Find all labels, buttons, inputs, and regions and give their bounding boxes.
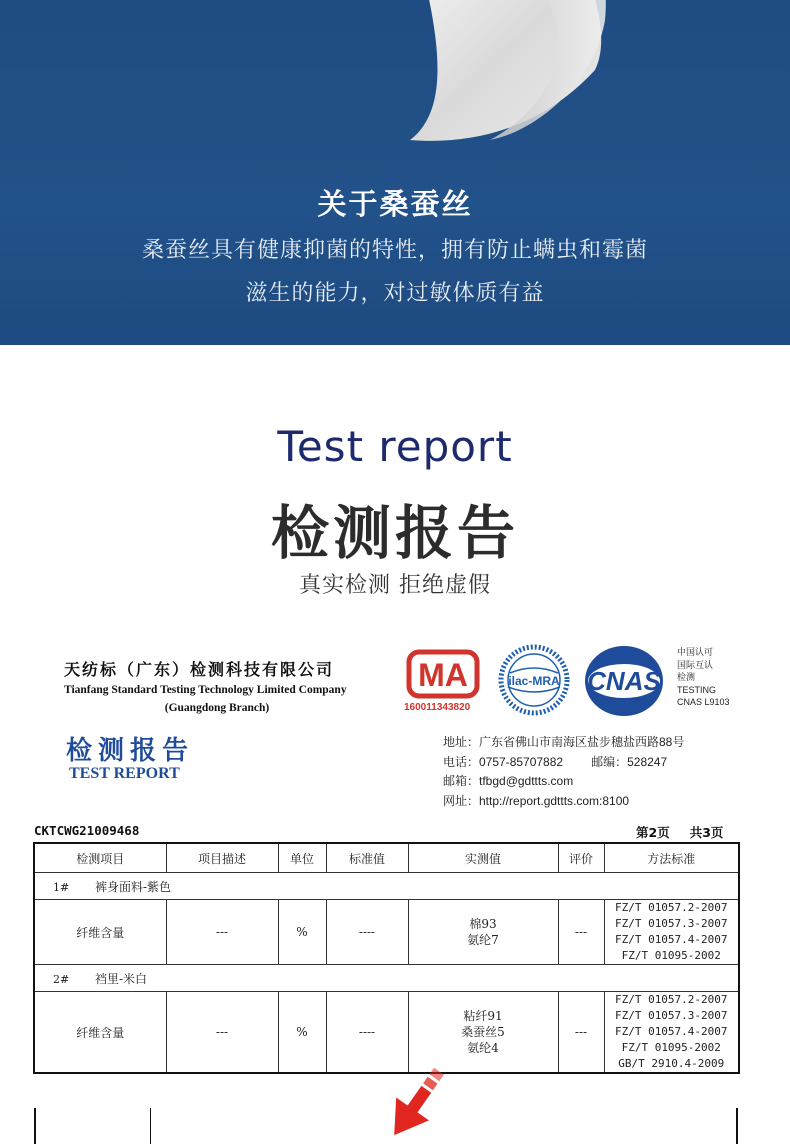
column-header: 实测值 [408, 843, 558, 873]
measured-value: 棉93 [469, 917, 497, 931]
measured-values [408, 900, 558, 965]
cnas-logo-text: CNAS [587, 666, 661, 696]
banner-description-line-2: 滋生的能力，对过敏体质有益 [245, 281, 545, 306]
table-header-row [34, 843, 739, 873]
measured-value: 桑蚕丝5 [461, 1025, 505, 1039]
unit: % [278, 900, 326, 965]
sample-number: 1# [53, 880, 70, 894]
column-header: 评价 [558, 843, 604, 873]
page-total: 共3页 [689, 825, 724, 840]
cnas-accreditation-text [677, 646, 730, 709]
table-divider [150, 1108, 151, 1144]
page-number: 第2页 [636, 825, 670, 840]
ilac-mra-logo [496, 639, 572, 721]
silk-banner [0, 0, 790, 345]
sample-group-row [34, 873, 739, 900]
measured-value: 氨纶7 [467, 933, 499, 947]
method-standard: GB/T 2910.4-2009 [618, 1057, 725, 1070]
company-name-en: Tianfang Standard Testing Technology Limited Company [64, 684, 347, 696]
lab-contact-info [443, 733, 684, 811]
address: 地址：广东省佛山市南海区盐步穗盐西路88号 [443, 735, 685, 749]
ilac-logo-text: ilac-MRA [508, 674, 560, 688]
cnas-line: 检测 [677, 672, 696, 682]
measured-value: 氨纶4 [467, 1041, 499, 1055]
company-name: 天纺标（广东）检测科技有限公司 [64, 660, 335, 679]
report-title-cn: 检测报告 [270, 499, 519, 567]
table-border-left [34, 1108, 36, 1144]
sample-name: 裤身面料-紫色 [95, 879, 172, 894]
column-header: 项目描述 [166, 843, 278, 873]
cnas-line: 中国认可 [677, 647, 714, 657]
page-indicator [636, 823, 723, 841]
measured-value: 粘纤91 [463, 1009, 503, 1023]
banner-description-line-1: 桑蚕丝具有健康抑菌的特性，拥有防止螨虫和霉菌 [141, 238, 648, 263]
column-header: 检测项目 [34, 843, 166, 873]
test-item: 纤维含量 [34, 900, 166, 965]
table-row [34, 992, 739, 1074]
evaluation: --- [558, 900, 604, 965]
method-standard: FZ/T 01057.2-2007 [614, 993, 728, 1006]
measured-values [408, 992, 558, 1074]
method-standard: FZ/T 01057.3-2007 [614, 1009, 728, 1022]
method-standard: FZ/T 01057.2-2007 [614, 901, 728, 914]
column-header: 方法标准 [604, 843, 739, 873]
postal-code: 邮编：528247 [591, 754, 668, 769]
email: 邮箱：tfbgd@gdttts.com [443, 774, 574, 788]
unit: % [278, 992, 326, 1074]
cnas-line: TESTING [677, 684, 717, 695]
ma-logo-text: MA [418, 657, 468, 693]
banner-title: 关于桑蚕丝 [317, 187, 473, 221]
table-border-right [736, 1108, 738, 1144]
ma-logo [405, 648, 481, 700]
silk-fabric-image [380, 0, 640, 150]
test-results-table [33, 842, 740, 1074]
method-standard: FZ/T 01057.3-2007 [614, 917, 728, 930]
sample-number: 2# [53, 972, 70, 986]
standard-value: ---- [326, 992, 408, 1074]
test-report-title: Test report [277, 422, 513, 471]
report-code: CKTCWG21009468 [34, 823, 140, 838]
item-description: --- [166, 992, 278, 1074]
report-subtitle: 真实检测 拒绝虚假 [299, 573, 491, 598]
phone: 电话：0757-85707882 [443, 754, 564, 769]
cnas-line: 国际互认 [677, 659, 714, 670]
column-header: 标准值 [326, 843, 408, 873]
report-label-en: TEST REPORT [69, 765, 180, 782]
ma-number: 160011343820 [404, 702, 471, 713]
red-arrow-icon [384, 1064, 448, 1144]
method-standard: FZ/T 01057.4-2007 [614, 1025, 728, 1038]
standard-value: ---- [326, 900, 408, 965]
method-standard: FZ/T 01095-2002 [621, 949, 721, 962]
column-header: 单位 [278, 843, 326, 873]
cnas-logo [582, 643, 666, 719]
report-label-cn: 检测报告 [66, 736, 195, 766]
item-description: --- [166, 900, 278, 965]
evaluation: --- [558, 992, 604, 1074]
table-row [34, 900, 739, 965]
method-standards [604, 992, 739, 1074]
method-standards [604, 900, 739, 965]
sample-group-row [34, 965, 739, 992]
website: 网址：http://report.gdttts.com:8100 [443, 793, 630, 808]
sample-name: 裆里-米白 [95, 971, 148, 986]
cnas-line: CNAS L9103 [677, 697, 730, 707]
method-standard: FZ/T 01057.4-2007 [614, 933, 728, 946]
company-branch: (Guangdong Branch) [164, 702, 270, 714]
method-standard: FZ/T 01095-2002 [621, 1041, 721, 1054]
test-item: 纤维含量 [34, 992, 166, 1074]
